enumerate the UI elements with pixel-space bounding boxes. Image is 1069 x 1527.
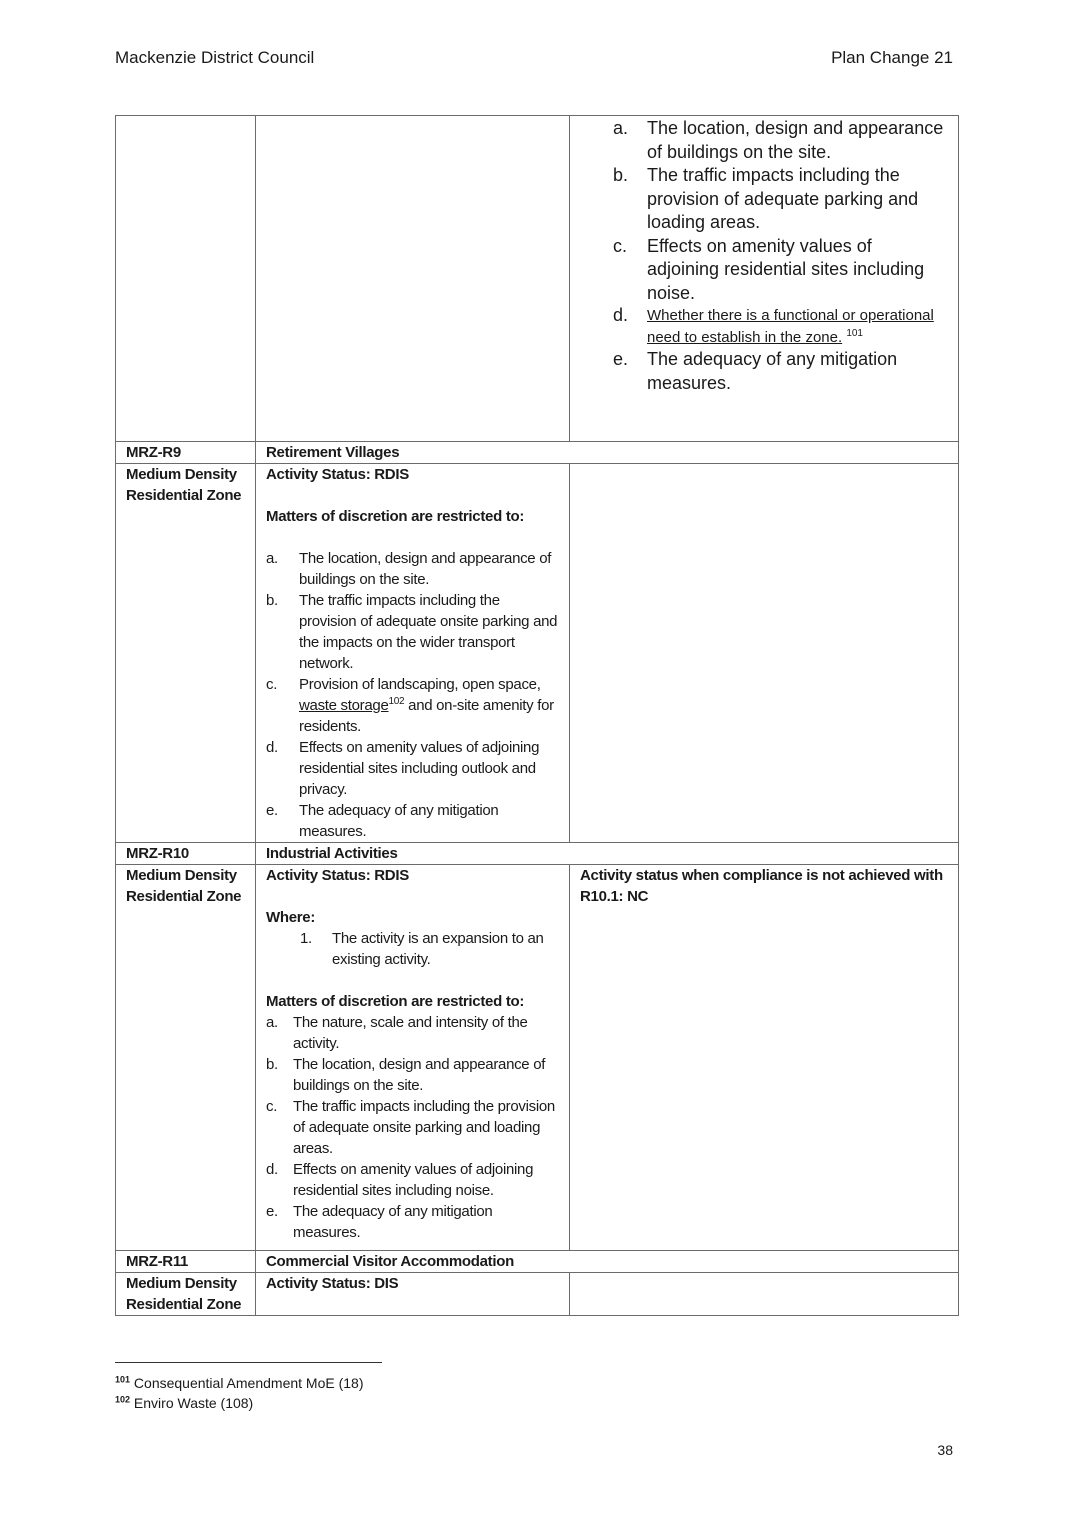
rule-code: MRZ-R10 [116,843,256,865]
rule-code: MRZ-R11 [116,1251,256,1273]
list-item: e. The adequacy of any mitigation measures. [266,802,499,840]
rule-body-row [116,464,959,843]
zone-name: Medium Density Residential Zone [116,464,256,843]
rule-header-row [116,843,959,865]
continued-matters-cell [570,116,959,442]
rule-header-row [116,1251,959,1273]
list-item: e. The adequacy of any mitigation measures. [266,1203,493,1241]
continued-zone-cell [116,116,256,442]
rule-status-cell [256,865,570,1251]
continued-status-cell [256,116,570,442]
list-item: 1. The activity is an expansion to an existing activity. [300,930,544,968]
page-number: 38 [937,1442,953,1458]
activity-status: Activity Status: RDIS [266,867,409,884]
list-item: a. The location, design and appearance of buildings on the site. [266,550,552,588]
zone-name: Medium Density Residential Zone [116,1273,256,1316]
zone-name: Medium Density Residential Zone [116,865,256,1251]
footnote: $^{102}$ Enviro Waste (108) [115,1393,254,1411]
rule-code: MRZ-R9 [116,442,256,464]
non-compliance-cell [570,1273,959,1316]
header-plan-change: Plan Change 21 [831,48,953,67]
matters-list [266,1012,559,1243]
header-council-name: Mackenzie District Council [115,48,315,67]
matters-heading: Matters of discretion are restricted to: [266,993,525,1010]
footnotes [115,1374,364,1413]
non-compliance-status: Activity status when compliance is not achieved with R10.1: NC [570,865,959,1251]
activity-status: Activity Status: RDIS [266,466,409,483]
rule-header-row [116,442,959,464]
rule-title: Retirement Villages [256,442,959,464]
footnote-separator [115,1362,382,1363]
rule-title: Industrial Activities [256,843,959,865]
activity-status: Activity Status: DIS [256,1273,570,1316]
list-item: b. The location, design and appearance of buildings on the site. [266,1056,546,1094]
matters-heading: Matters of discretion are restricted to: [266,508,525,525]
list-item: b. The traffic impacts including the provision of adequate parking and loading areas. [613,165,919,232]
footnote-ref: 101 [846,327,863,339]
continued-row [116,116,959,442]
rule-status-cell [256,464,570,843]
rule-body-row [116,1273,959,1316]
rules-table [115,115,959,1316]
rule-body-row [116,865,959,1251]
rule-title: Commercial Visitor Accommodation [256,1251,959,1273]
list-item: c. The traffic impacts including the provision of adequate onsite parking and loading areas. [266,1098,555,1157]
list-item: e. The adequacy of any mitigation measures. [613,349,898,393]
list-item: a. The location, design and appearance of buildings on the site. [613,118,944,162]
footnote-ref: 102 [388,696,405,707]
where-list [266,928,559,970]
non-compliance-cell [570,464,959,843]
list-item: a. The nature, scale and intensity of the activity. [266,1014,528,1052]
list-item: d. Whether there is a functional or operational need to establish in the zone. $^{101}$ [613,305,934,346]
list-item: d. Effects on amenity values of adjoining residential sites including noise. [266,1161,534,1199]
footnote: $^{101}$ Consequential Amendment MoE (18) [115,1374,364,1391]
list-item: c. Effects on amenity values of adjoining residential sites including noise. [613,235,925,303]
matters-list [266,548,559,842]
list-item: d. Effects on amenity values of adjoining residential sites including outlook and privacy. [266,739,540,798]
list-item: b. The traffic impacts including the provision of adequate onsite parking and the impacts on the wider transport network. [266,592,558,672]
list-item: c. Provision of landscaping, open space, waste storage$^{102}$ and on-site amenity for residents. [266,676,554,735]
continued-matters-list [580,117,948,395]
where-heading: Where: [266,909,316,926]
